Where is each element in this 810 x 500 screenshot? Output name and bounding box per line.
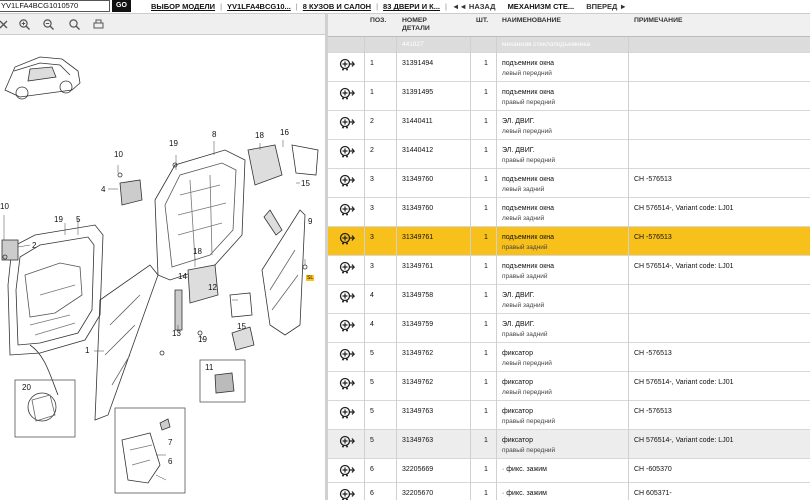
column-divider bbox=[496, 37, 497, 500]
column-divider bbox=[470, 37, 471, 500]
callout-13[interactable]: 13 bbox=[172, 329, 181, 338]
row-qty: 1 bbox=[484, 408, 488, 415]
row-note: CH -576513 bbox=[634, 408, 672, 415]
callout-1[interactable]: 1 bbox=[85, 346, 90, 355]
table-row[interactable] bbox=[328, 401, 810, 430]
row-name: фиксатор bbox=[502, 408, 533, 415]
table-row[interactable] bbox=[328, 169, 810, 198]
cart-add-icon[interactable] bbox=[339, 116, 355, 129]
cart-add-icon[interactable] bbox=[339, 435, 355, 448]
table-row[interactable] bbox=[328, 111, 810, 140]
row-pos: 4 bbox=[370, 321, 374, 328]
row-qty: 1 bbox=[484, 466, 488, 473]
row-name: · фикс. зажим bbox=[502, 490, 547, 497]
row-number[interactable]: 32205669 bbox=[402, 466, 434, 473]
breadcrumb-separator: | bbox=[220, 2, 223, 11]
group-number: 441827 bbox=[402, 41, 424, 48]
row-sub: левый передний bbox=[502, 70, 552, 77]
group-name: механизм стеклоподъемника bbox=[502, 41, 590, 48]
highlight-tag[interactable]: SL bbox=[307, 275, 314, 281]
cart-add-icon[interactable] bbox=[339, 232, 355, 245]
cart-add-icon[interactable] bbox=[339, 145, 355, 158]
row-note: CH -576513 bbox=[634, 176, 672, 183]
table-row[interactable] bbox=[328, 53, 810, 82]
row-name: подъемник окна bbox=[502, 234, 555, 241]
breadcrumb-separator bbox=[579, 2, 581, 11]
breadcrumb-separator: | bbox=[295, 2, 298, 11]
callout-19b[interactable]: 19 bbox=[54, 215, 63, 224]
row-qty: 1 bbox=[484, 147, 488, 154]
table-row[interactable] bbox=[328, 256, 810, 285]
row-sub: правый задний bbox=[502, 331, 548, 338]
cart-add-icon[interactable] bbox=[339, 406, 355, 419]
row-pos: 5 bbox=[370, 437, 374, 444]
row-sub: правый задний bbox=[502, 273, 548, 280]
zoom-in-icon[interactable] bbox=[18, 18, 31, 31]
row-number[interactable]: 31349762 bbox=[402, 379, 434, 386]
row-qty: 1 bbox=[484, 437, 488, 444]
zoom-fit-icon[interactable] bbox=[68, 18, 81, 31]
row-note: CH 576514-, Variant code: LJ01 bbox=[634, 263, 734, 270]
row-name: фиксатор bbox=[502, 437, 533, 444]
table-row[interactable] bbox=[328, 483, 810, 500]
row-number[interactable]: 31349761 bbox=[402, 234, 434, 241]
row-number[interactable]: 32205670 bbox=[402, 490, 434, 497]
callout-4[interactable]: 4 bbox=[101, 185, 106, 194]
row-name: подъемник окна bbox=[502, 60, 555, 67]
callout-7[interactable]: 7 bbox=[168, 438, 173, 447]
breadcrumb-doors[interactable]: 83 ДВЕРИ И К... bbox=[383, 2, 441, 11]
callout-16[interactable]: 16 bbox=[280, 128, 289, 137]
cart-add-icon[interactable] bbox=[339, 377, 355, 390]
row-qty: 1 bbox=[484, 490, 488, 497]
row-pos: 2 bbox=[370, 147, 374, 154]
row-name: ЭЛ. ДВИГ. bbox=[502, 292, 535, 299]
row-number[interactable]: 31391495 bbox=[402, 89, 434, 96]
row-number[interactable]: 31391494 bbox=[402, 60, 434, 67]
row-qty: 1 bbox=[484, 118, 488, 125]
callout-15b[interactable]: 15 bbox=[237, 322, 246, 331]
cart-add-icon[interactable] bbox=[339, 58, 355, 71]
row-number[interactable]: 31349762 bbox=[402, 350, 434, 357]
callout-18b[interactable]: 18 bbox=[193, 247, 202, 256]
row-note: CH -576513 bbox=[634, 234, 672, 241]
row-pos: 6 bbox=[370, 466, 374, 473]
table-row[interactable] bbox=[328, 459, 810, 483]
callout-8[interactable]: 8 bbox=[212, 130, 217, 139]
go-button[interactable]: GO bbox=[112, 0, 131, 12]
row-qty: 1 bbox=[484, 205, 488, 212]
table-row[interactable] bbox=[328, 285, 810, 314]
callout-5[interactable]: 5 bbox=[76, 215, 81, 224]
row-sub: правый задний bbox=[502, 244, 548, 251]
table-row[interactable] bbox=[328, 343, 810, 372]
group-row bbox=[328, 37, 810, 53]
row-number[interactable]: 31349761 bbox=[402, 263, 434, 270]
column-divider bbox=[628, 37, 629, 500]
row-pos: 4 bbox=[370, 292, 374, 299]
breadcrumb bbox=[151, 1, 627, 12]
breadcrumb-model-select[interactable]: ВЫБОР МОДЕЛИ bbox=[151, 2, 216, 11]
table-row[interactable] bbox=[328, 430, 810, 459]
zoom-out-icon[interactable] bbox=[42, 18, 55, 31]
row-qty: 1 bbox=[484, 321, 488, 328]
row-qty: 1 bbox=[484, 292, 488, 299]
header-qty: ШТ. bbox=[476, 17, 489, 24]
row-sub: правый передний bbox=[502, 157, 556, 164]
breadcrumb-separator: | bbox=[445, 2, 447, 11]
exploded-view-drawing bbox=[0, 35, 325, 500]
row-qty: 1 bbox=[484, 176, 488, 183]
cart-add-icon[interactable] bbox=[339, 488, 355, 500]
parts-table bbox=[328, 14, 810, 500]
row-number[interactable]: 31349763 bbox=[402, 408, 434, 415]
cart-add-icon[interactable] bbox=[339, 319, 355, 332]
table-row[interactable] bbox=[328, 372, 810, 401]
print-icon[interactable] bbox=[92, 18, 105, 31]
row-qty: 1 bbox=[484, 234, 488, 241]
row-sub: левый задний bbox=[502, 302, 545, 309]
forward-link[interactable]: ВПЕРЕД ► bbox=[586, 2, 627, 11]
vin-search-input[interactable]: YV1LFA4BCG1010570 bbox=[0, 0, 110, 12]
header-pos: ПОЗ. bbox=[370, 17, 387, 24]
row-qty: 1 bbox=[484, 350, 488, 357]
callout-10[interactable]: 10 bbox=[114, 150, 123, 159]
cart-add-icon[interactable] bbox=[339, 261, 355, 274]
diagram-toolbar bbox=[0, 14, 325, 35]
row-name: · фикс. зажим bbox=[502, 466, 547, 473]
row-note: CH 605371- bbox=[634, 490, 672, 497]
callout-14[interactable]: 14 bbox=[178, 272, 187, 281]
table-row[interactable] bbox=[328, 198, 810, 227]
row-pos: 2 bbox=[370, 118, 374, 125]
row-qty: 1 bbox=[484, 263, 488, 270]
row-sub: правый передний bbox=[502, 99, 556, 106]
row-name: подъемник окна bbox=[502, 263, 555, 270]
row-pos: 1 bbox=[370, 60, 374, 67]
row-note: CH 576514-, Variant code: LJ01 bbox=[634, 379, 734, 386]
row-sub: левый передний bbox=[502, 389, 552, 396]
header-name: НАИМЕНОВАНИЕ bbox=[502, 17, 561, 24]
cart-add-icon[interactable] bbox=[339, 348, 355, 361]
callout-12[interactable]: 12 bbox=[208, 283, 217, 292]
row-name: ЭЛ. ДВИГ. bbox=[502, 118, 535, 125]
callout-6[interactable]: 6 bbox=[168, 457, 173, 466]
row-number[interactable]: 31349760 bbox=[402, 176, 434, 183]
cart-add-icon[interactable] bbox=[339, 174, 355, 187]
close-icon[interactable] bbox=[0, 18, 10, 31]
row-pos: 3 bbox=[370, 205, 374, 212]
breadcrumb-separator bbox=[500, 2, 502, 11]
breadcrumb-current: МЕХАНИЗМ СТЕ... bbox=[507, 2, 575, 11]
row-note: CH -605370 bbox=[634, 466, 672, 473]
row-note: CH 576514-, Variant code: LJ01 bbox=[634, 205, 734, 212]
row-sub: правый передний bbox=[502, 447, 556, 454]
row-sub: правый передний bbox=[502, 418, 556, 425]
row-number[interactable]: 31349758 bbox=[402, 292, 434, 299]
row-name: подъемник окна bbox=[502, 205, 555, 212]
row-qty: 1 bbox=[484, 379, 488, 386]
callout-9[interactable]: 9 bbox=[308, 217, 313, 226]
callout-19[interactable]: 19 bbox=[169, 139, 178, 148]
row-name: фиксатор bbox=[502, 350, 533, 357]
row-sub: левый задний bbox=[502, 186, 545, 193]
table-row[interactable] bbox=[328, 82, 810, 111]
row-sub: левый передний bbox=[502, 360, 552, 367]
breadcrumb-body[interactable]: 8 КУЗОВ И САЛОН bbox=[302, 2, 372, 11]
row-number[interactable]: 31349760 bbox=[402, 205, 434, 212]
table-row[interactable] bbox=[328, 314, 810, 343]
row-name: фиксатор bbox=[502, 379, 533, 386]
row-number[interactable]: 31440411 bbox=[402, 118, 433, 125]
callout-20[interactable]: 20 bbox=[22, 383, 31, 392]
header-note: ПРИМЕЧАНИЕ bbox=[634, 17, 683, 24]
row-name: подъемник окна bbox=[502, 176, 555, 183]
row-sub: левый передний bbox=[502, 128, 552, 135]
callout-18[interactable]: 18 bbox=[255, 131, 264, 140]
callout-2[interactable]: 2 bbox=[32, 241, 37, 250]
row-number[interactable]: 31440412 bbox=[402, 147, 434, 154]
row-pos: 3 bbox=[370, 263, 374, 270]
column-divider bbox=[396, 37, 397, 500]
parts-diagram[interactable] bbox=[0, 35, 325, 500]
table-row[interactable] bbox=[328, 140, 810, 169]
row-name: ЭЛ. ДВИГ. bbox=[502, 147, 535, 154]
table-row[interactable] bbox=[328, 227, 810, 256]
row-sub: левый задний bbox=[502, 215, 545, 222]
row-pos: 5 bbox=[370, 408, 374, 415]
row-name: подъемник окна bbox=[502, 89, 555, 96]
row-note: CH 576514-, Variant code: LJ01 bbox=[634, 437, 734, 444]
cart-add-icon[interactable] bbox=[339, 87, 355, 100]
table-header bbox=[328, 14, 810, 37]
row-pos: 5 bbox=[370, 379, 374, 386]
row-pos: 5 bbox=[370, 350, 374, 357]
row-note: CH -576513 bbox=[634, 350, 672, 357]
cart-add-icon[interactable] bbox=[339, 290, 355, 303]
row-qty: 1 bbox=[484, 60, 488, 67]
row-pos: 3 bbox=[370, 176, 374, 183]
row-name: ЭЛ. ДВИГ. bbox=[502, 321, 535, 328]
column-divider bbox=[364, 37, 365, 500]
row-pos: 1 bbox=[370, 89, 374, 96]
row-number[interactable]: 31349759 bbox=[402, 321, 434, 328]
back-link[interactable]: ◄◄ НАЗАД bbox=[451, 2, 496, 11]
top-bar bbox=[0, 0, 810, 14]
callout-11[interactable]: 11 bbox=[205, 363, 214, 372]
row-number[interactable]: 31349763 bbox=[402, 437, 434, 444]
callout-15[interactable]: 15 bbox=[301, 179, 310, 188]
header-number: НОМЕР ДЕТАЛИ bbox=[402, 17, 430, 32]
cart-add-icon[interactable] bbox=[339, 464, 355, 477]
callout-19c[interactable]: 19 bbox=[198, 335, 207, 344]
row-pos: 6 bbox=[370, 490, 374, 497]
breadcrumb-separator: | bbox=[376, 2, 379, 11]
row-qty: 1 bbox=[484, 89, 488, 96]
callout-10b[interactable]: 10 bbox=[0, 202, 9, 211]
row-pos: 3 bbox=[370, 234, 374, 241]
cart-add-icon[interactable] bbox=[339, 203, 355, 216]
breadcrumb-vin[interactable]: YV1LFA4BCG10... bbox=[227, 2, 291, 11]
